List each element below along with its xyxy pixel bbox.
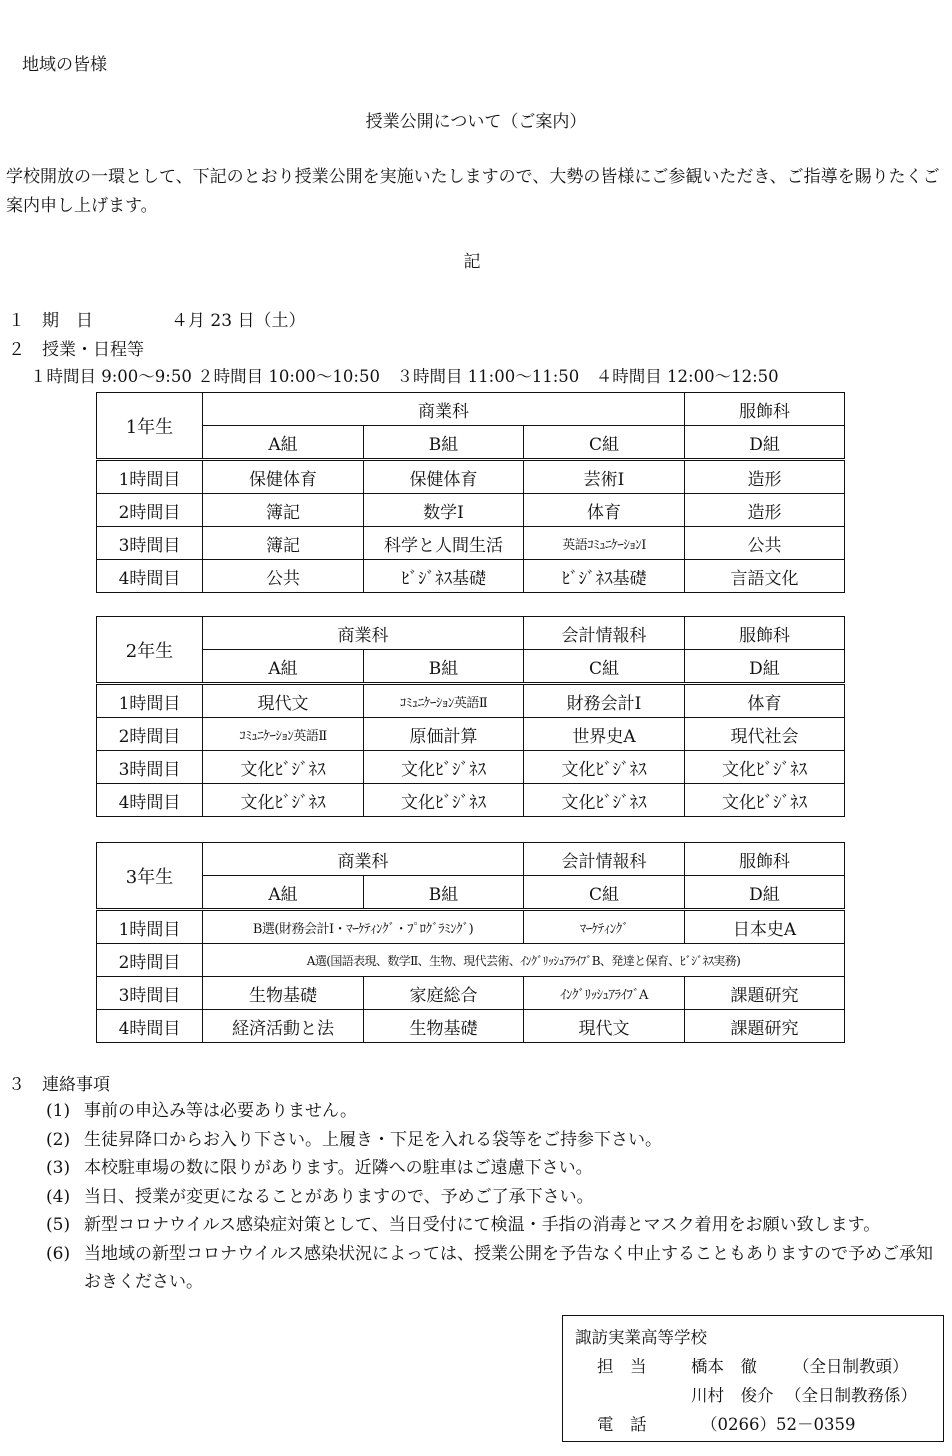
subject-cell: 公共 bbox=[685, 527, 845, 560]
period-label: 3時間目 bbox=[97, 977, 203, 1010]
note-text: 当日、授業が変更になることがありますので、予めご了承下さい。 bbox=[84, 1186, 594, 1207]
dept-header: 服飾科 bbox=[685, 393, 845, 426]
subject-cell: 世界史A bbox=[524, 718, 685, 751]
school-contact-box bbox=[562, 1315, 944, 1442]
note-text: 事前の申込み等は必要ありません。 bbox=[84, 1101, 358, 1121]
dept-header: 服飾科 bbox=[685, 843, 845, 876]
person1-role: （全日制教頭） bbox=[793, 1357, 909, 1376]
subject-cell: 簿記 bbox=[203, 494, 364, 527]
dept-header: 会計情報科 bbox=[524, 617, 685, 650]
note-text: 本校駐車場の数に限りがあります。近隣への駐車はご遠慮下さい。 bbox=[84, 1158, 593, 1178]
subject-cell: 保健体育 bbox=[364, 460, 524, 494]
subject-cell: 簿記 bbox=[203, 527, 364, 560]
schedule-table-grade3 bbox=[96, 842, 845, 1043]
person2-name: 川村 俊介 bbox=[691, 1386, 774, 1405]
date-item bbox=[8, 306, 305, 331]
subject-cell: 文化ﾋﾞｼﾞﾈｽ bbox=[524, 784, 685, 817]
intro-paragraph: 学校開放の一環として、下記のとおり授業公開を実施いたしますので、大勢の皆様にご参観いただき、ご指導を賜りたくご案内申し上げます。 bbox=[6, 167, 940, 216]
class-header: D組 bbox=[685, 650, 845, 684]
subject-cell: 文化ﾋﾞｼﾞﾈｽ bbox=[203, 784, 364, 817]
schedule-table-grade1 bbox=[96, 392, 845, 593]
schedule-table-grade2 bbox=[96, 616, 845, 817]
subject-cell: 現代文 bbox=[203, 684, 364, 718]
note-text: 当地域の新型コロナウイルス感染状況によっては、授業公開を予告なく中止することもありますので予めご承知おきください。 bbox=[84, 1243, 933, 1292]
class-header: A組 bbox=[203, 426, 364, 460]
person2-role: （全日制教務係） bbox=[785, 1386, 917, 1405]
subject-cell: 文化ﾋﾞｼﾞﾈｽ bbox=[364, 751, 524, 784]
period-times: １時間目 9:00～9:50 ２時間目 10:00～10:50 ３時間目 11:00～11:50 ４時間目 12:00～12:50 bbox=[30, 367, 779, 386]
class-header: C組 bbox=[524, 426, 685, 460]
notes-heading: ３ 連絡事項 bbox=[8, 1075, 110, 1095]
class-header: C組 bbox=[524, 650, 685, 684]
subject-cell: 科学と人間生活 bbox=[364, 527, 524, 560]
notes-list bbox=[46, 1097, 946, 1297]
grade-label: 2年生 bbox=[97, 617, 203, 684]
note-item bbox=[46, 1154, 946, 1183]
class-header: B組 bbox=[364, 426, 524, 460]
note-item bbox=[46, 1126, 946, 1155]
dept-header: 商業科 bbox=[203, 393, 685, 426]
period-label: 2時間目 bbox=[97, 494, 203, 527]
school-name: 諏訪実業高等学校 bbox=[575, 1328, 707, 1347]
period-label: 2時間目 bbox=[97, 718, 203, 751]
subject-cell: 現代文 bbox=[524, 1010, 685, 1043]
subject-cell: 生物基礎 bbox=[203, 977, 364, 1010]
period-label: 3時間目 bbox=[97, 527, 203, 560]
subject-cell: 公共 bbox=[203, 560, 364, 593]
tanto-label: 担 当 bbox=[597, 1357, 647, 1376]
subject-cell: 課題研究 bbox=[685, 977, 845, 1010]
subject-cell: 数学Ⅰ bbox=[364, 494, 524, 527]
subject-cell: 日本史A bbox=[685, 910, 845, 944]
dept-header: 商業科 bbox=[203, 843, 524, 876]
subject-cell: 芸術Ⅰ bbox=[524, 460, 685, 494]
note-number: (5) bbox=[46, 1215, 71, 1235]
subject-cell: ﾋﾞｼﾞﾈｽ基礎 bbox=[364, 560, 524, 593]
subject-cell: 文化ﾋﾞｼﾞﾈｽ bbox=[685, 784, 845, 817]
class-header: D組 bbox=[685, 426, 845, 460]
subject-cell: 経済活動と法 bbox=[203, 1010, 364, 1043]
ki-heading: 記 bbox=[463, 252, 481, 272]
class-header: B組 bbox=[364, 650, 524, 684]
class-header: D組 bbox=[685, 876, 845, 910]
note-number: (2) bbox=[46, 1129, 71, 1150]
subject-cell: 造形 bbox=[685, 494, 845, 527]
subject-cell: 英語ｺﾐｭﾆｹｰｼｮﾝⅠ bbox=[524, 527, 685, 560]
subject-cell: 現代社会 bbox=[685, 718, 845, 751]
subject-cell: 文化ﾋﾞｼﾞﾈｽ bbox=[685, 751, 845, 784]
document-title: 授業公開について（ご案内） bbox=[365, 112, 587, 132]
subject-cell: B選(財務会計Ⅰ・ﾏｰｹﾃｨﾝｸﾞ・ﾌﾟﾛｸﾞﾗﾐﾝｸﾞ) bbox=[203, 910, 524, 944]
phone-number: （0266）52－0359 bbox=[701, 1415, 856, 1434]
date-label: １ 期 日 bbox=[8, 311, 93, 331]
note-item bbox=[46, 1183, 946, 1212]
subject-cell: ﾏｰｹﾃｨﾝｸﾞ bbox=[524, 910, 685, 944]
period-label: 1時間目 bbox=[97, 910, 203, 944]
note-number: (1) bbox=[46, 1101, 71, 1121]
schedule-heading: ２ 授業・日程等 bbox=[8, 340, 144, 360]
date-value: ４月 23 日（土） bbox=[171, 311, 306, 331]
period-label: 2時間目 bbox=[97, 944, 203, 977]
note-item bbox=[46, 1097, 946, 1126]
subject-cell: ﾋﾞｼﾞﾈｽ基礎 bbox=[524, 560, 685, 593]
person1-name: 橋本 徹 bbox=[691, 1357, 757, 1376]
dept-header: 会計情報科 bbox=[524, 843, 685, 876]
grade-label: 3年生 bbox=[97, 843, 203, 910]
subject-cell: 文化ﾋﾞｼﾞﾈｽ bbox=[203, 751, 364, 784]
class-header: C組 bbox=[524, 876, 685, 910]
subject-cell: 課題研究 bbox=[685, 1010, 845, 1043]
subject-cell: 文化ﾋﾞｼﾞﾈｽ bbox=[364, 784, 524, 817]
dept-header: 商業科 bbox=[203, 617, 524, 650]
subject-cell: ｲﾝｸﾞﾘｯｼｭｱﾗｲﾌﾞA bbox=[524, 977, 685, 1010]
grade-label: 1年生 bbox=[97, 393, 203, 460]
period-label: 3時間目 bbox=[97, 751, 203, 784]
class-header: A組 bbox=[203, 876, 364, 910]
phone-label: 電 話 bbox=[597, 1415, 647, 1434]
period-label: 4時間目 bbox=[97, 560, 203, 593]
subject-cell: 体育 bbox=[524, 494, 685, 527]
subject-cell: 体育 bbox=[685, 684, 845, 718]
period-label: 1時間目 bbox=[97, 460, 203, 494]
subject-cell: A選(国語表現、数学Ⅱ、生物、現代芸術、ｲﾝｸﾞﾘｯｼｭｱﾗｲﾌﾞB、発達と保育、ﾋﾞｼﾞﾈｽ実務) bbox=[203, 944, 845, 977]
subject-cell: 原価計算 bbox=[364, 718, 524, 751]
note-number: (6) bbox=[46, 1243, 71, 1264]
subject-cell: ｺﾐｭﾆｹｰｼｮﾝ英語Ⅱ bbox=[364, 684, 524, 718]
period-label: 4時間目 bbox=[97, 784, 203, 817]
note-item bbox=[46, 1211, 946, 1240]
period-label: 1時間目 bbox=[97, 684, 203, 718]
subject-cell: 保健体育 bbox=[203, 460, 364, 494]
subject-cell: 言語文化 bbox=[685, 560, 845, 593]
period-label: 4時間目 bbox=[97, 1010, 203, 1043]
subject-cell: ｺﾐｭﾆｹｰｼｮﾝ英語Ⅱ bbox=[203, 718, 364, 751]
subject-cell: 家庭総合 bbox=[364, 977, 524, 1010]
note-number: (4) bbox=[46, 1186, 71, 1207]
addressee: 地域の皆様 bbox=[22, 55, 107, 75]
dept-header: 服飾科 bbox=[685, 617, 845, 650]
note-number: (3) bbox=[46, 1158, 71, 1178]
class-header: A組 bbox=[203, 650, 364, 684]
subject-cell: 財務会計Ⅰ bbox=[524, 684, 685, 718]
note-item bbox=[46, 1240, 946, 1297]
subject-cell: 文化ﾋﾞｼﾞﾈｽ bbox=[524, 751, 685, 784]
subject-cell: 造形 bbox=[685, 460, 845, 494]
note-text: 生徒昇降口からお入り下さい。上履き・下足を入れる袋等をご持参下さい。 bbox=[84, 1129, 662, 1150]
subject-cell: 生物基礎 bbox=[364, 1010, 524, 1043]
note-text: 新型コロナウイルス感染症対策として、当日受付にて検温・手指の消毒とマスク着用をお願い致します。 bbox=[84, 1215, 881, 1235]
class-header: B組 bbox=[364, 876, 524, 910]
